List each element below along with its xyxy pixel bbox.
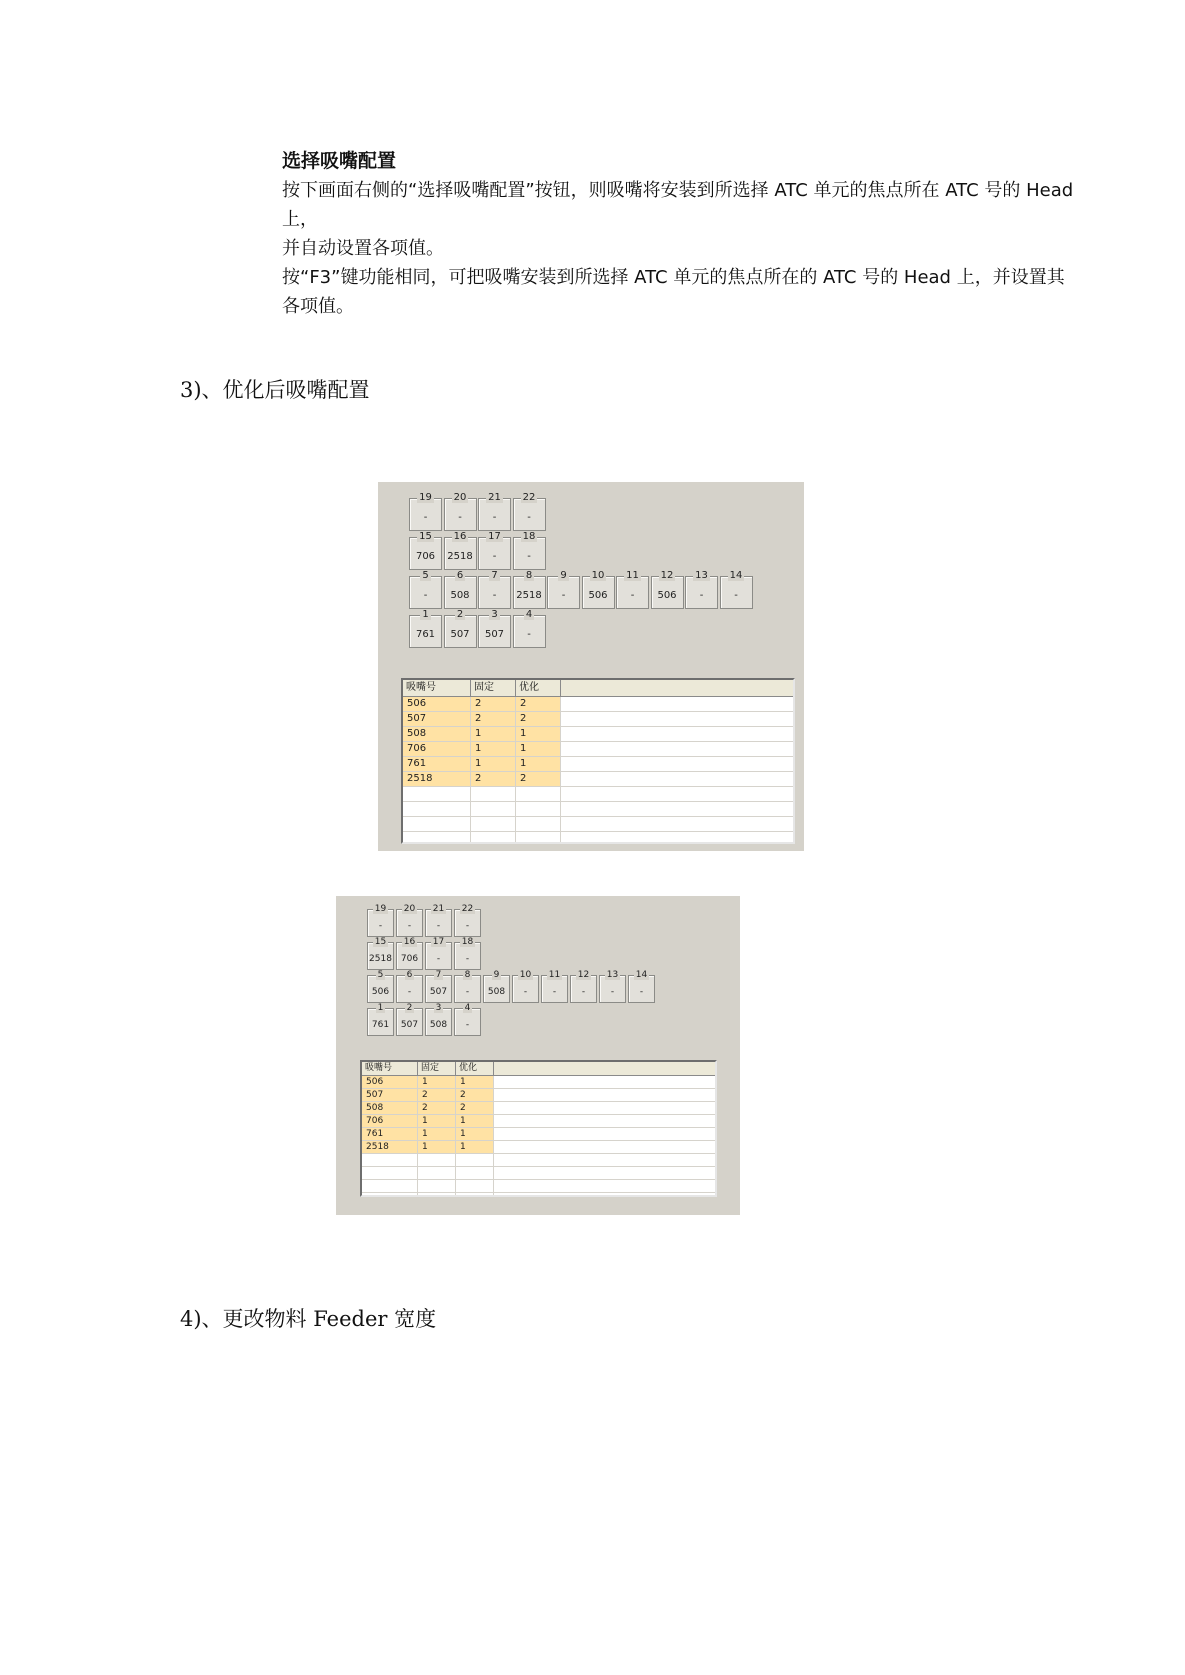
table-cell xyxy=(561,742,791,756)
atc-slot-6[interactable] xyxy=(444,570,477,609)
table-cell xyxy=(494,1141,714,1153)
atc-slot-number: 4 xyxy=(464,1003,471,1013)
section-4-title: 4)、更改物料 Feeder 宽度 xyxy=(180,1307,437,1331)
atc-slot-number: 17 xyxy=(488,531,501,542)
atc-slot-nozzle: 508 xyxy=(450,590,470,601)
atc-slot-number: 7 xyxy=(435,970,442,980)
table-cell xyxy=(494,1128,714,1140)
table-row[interactable] xyxy=(362,1154,715,1167)
table-cell xyxy=(362,1180,418,1192)
atc-slot-5[interactable] xyxy=(367,970,394,1003)
table-cell: 1 xyxy=(418,1141,456,1153)
atc-slot-nozzle: 508 xyxy=(487,987,506,997)
atc-slot-number: 16 xyxy=(403,937,416,947)
nozzle-table-header xyxy=(403,680,793,697)
atc-slot-14[interactable] xyxy=(720,570,753,609)
atc-slot-nozzle: - xyxy=(581,987,586,997)
atc-slot-number: 19 xyxy=(419,492,432,503)
atc-slot-nozzle: 506 xyxy=(588,590,608,601)
table-cell xyxy=(362,1167,418,1179)
atc-slot-number: 2 xyxy=(456,609,464,620)
atc-slot-nozzle: - xyxy=(699,590,704,601)
atc-slot-21[interactable] xyxy=(425,904,452,937)
atc-slot-3[interactable] xyxy=(478,609,511,648)
atc-slot-9[interactable] xyxy=(483,970,510,1003)
table-cell: 507 xyxy=(362,1089,418,1101)
table-cell: 2518 xyxy=(403,772,471,786)
atc-slot-nozzle: 508 xyxy=(429,1020,448,1030)
atc-slot-nozzle: - xyxy=(523,987,528,997)
atc-slot-number: 2 xyxy=(406,1003,413,1013)
table-row[interactable] xyxy=(403,757,793,772)
table-row[interactable] xyxy=(403,712,793,727)
table-cell: 2 xyxy=(516,697,561,711)
atc-slot-5[interactable] xyxy=(409,570,442,609)
table-cell xyxy=(561,757,791,771)
atc-slot-1[interactable] xyxy=(367,1003,394,1036)
intro-line-1: 按下画面右侧的“选择吸嘴配置”按钮，则吸嘴将安装到所选择 ATC 单元的焦点所在 ATC 号的 Head 上， xyxy=(282,180,1074,230)
table-cell xyxy=(403,787,471,801)
atc-slot-16[interactable] xyxy=(396,937,423,970)
table-row[interactable] xyxy=(362,1102,715,1115)
atc-slot-nozzle: - xyxy=(561,590,566,601)
atc-slot-number: 3 xyxy=(491,609,498,620)
atc-slot-2[interactable] xyxy=(396,1003,423,1036)
atc-slot-19[interactable] xyxy=(409,492,442,531)
table-cell xyxy=(561,772,791,786)
table-cell xyxy=(418,1193,456,1197)
column-header[interactable]: 优化 xyxy=(516,680,561,696)
atc-slot-number: 18 xyxy=(461,937,474,947)
atc-slot-number: 22 xyxy=(461,904,474,914)
table-cell: 706 xyxy=(362,1115,418,1127)
atc-slot-nozzle: - xyxy=(552,987,557,997)
atc-slot-nozzle: 706 xyxy=(400,954,419,964)
table-cell: 1 xyxy=(418,1076,456,1088)
table-cell: 1 xyxy=(456,1141,494,1153)
atc-slot-number: 14 xyxy=(635,970,648,980)
table-cell: 1 xyxy=(516,757,561,771)
nozzle-table xyxy=(360,1060,717,1197)
atc-slot-nozzle: - xyxy=(378,921,383,931)
intro-heading: 选择吸嘴配置 xyxy=(282,150,397,172)
atc-slot-15[interactable] xyxy=(367,937,394,970)
column-header[interactable] xyxy=(494,1062,714,1075)
atc-slot-20[interactable] xyxy=(444,492,477,531)
atc-slot-number: 11 xyxy=(548,970,561,980)
table-cell xyxy=(471,787,516,801)
table-cell: 761 xyxy=(403,757,471,771)
atc-slot-nozzle: - xyxy=(436,954,441,964)
table-cell: 2 xyxy=(471,712,516,726)
table-cell xyxy=(561,697,791,711)
table-cell: 1 xyxy=(418,1115,456,1127)
table-cell xyxy=(494,1089,714,1101)
table-row[interactable] xyxy=(362,1089,715,1102)
atc-slot-number: 16 xyxy=(453,531,467,542)
table-cell: 508 xyxy=(362,1102,418,1114)
table-cell xyxy=(471,802,516,816)
atc-slot-4[interactable] xyxy=(513,609,546,648)
column-header[interactable]: 吸嘴号 xyxy=(403,680,471,696)
table-cell xyxy=(561,727,791,741)
table-cell xyxy=(456,1154,494,1166)
atc-slot-nozzle: - xyxy=(423,512,428,523)
table-cell: 1 xyxy=(516,742,561,756)
atc-slot-4[interactable] xyxy=(454,1003,481,1036)
atc-slot-12[interactable] xyxy=(651,570,684,609)
atc-slot-number: 8 xyxy=(525,570,533,581)
table-cell xyxy=(362,1193,418,1197)
table-cell: 506 xyxy=(362,1076,418,1088)
atc-slot-20[interactable] xyxy=(396,904,423,937)
table-cell xyxy=(494,1076,714,1088)
atc-slot-number: 5 xyxy=(377,970,384,980)
atc-slot-number: 21 xyxy=(488,492,501,503)
table-cell xyxy=(471,832,516,844)
table-cell xyxy=(494,1102,714,1114)
atc-slot-16[interactable] xyxy=(444,531,477,570)
atc-slot-10[interactable] xyxy=(582,570,615,609)
table-cell: 2 xyxy=(456,1102,494,1114)
atc-slot-number: 9 xyxy=(560,570,567,581)
table-row[interactable] xyxy=(403,742,793,757)
table-row[interactable] xyxy=(362,1167,715,1180)
atc-slot-nozzle: 507 xyxy=(429,987,448,997)
atc-slot-12[interactable] xyxy=(570,970,597,1003)
column-header[interactable]: 固定 xyxy=(418,1062,456,1075)
table-cell: 2 xyxy=(516,712,561,726)
atc-slot-nozzle: - xyxy=(734,590,738,601)
atc-slot-8[interactable] xyxy=(454,970,481,1003)
atc-slot-nozzle: 706 xyxy=(415,551,436,562)
atc-slot-nozzle: - xyxy=(492,590,497,601)
atc-slot-nozzle: - xyxy=(458,512,462,523)
table-row[interactable] xyxy=(403,817,793,832)
nozzle-table xyxy=(401,678,795,844)
atc-slot-nozzle: - xyxy=(436,921,441,931)
table-cell xyxy=(362,1154,418,1166)
table-cell xyxy=(418,1154,456,1166)
atc-slot-number: 6 xyxy=(406,970,413,980)
atc-slot-6[interactable] xyxy=(396,970,423,1003)
table-cell: 2 xyxy=(471,772,516,786)
atc-slot-nozzle: - xyxy=(639,987,644,997)
table-cell xyxy=(516,802,561,816)
table-row[interactable] xyxy=(362,1115,715,1128)
atc-slot-18[interactable] xyxy=(513,531,546,570)
atc-slot-17[interactable] xyxy=(425,937,452,970)
nozzle-table-header xyxy=(362,1062,715,1076)
atc-slot-18[interactable] xyxy=(454,937,481,970)
table-cell xyxy=(561,712,791,726)
table-cell xyxy=(494,1115,714,1127)
table-cell: 1 xyxy=(456,1115,494,1127)
table-cell xyxy=(494,1154,714,1166)
table-cell xyxy=(403,832,471,844)
atc-slot-3[interactable] xyxy=(425,1003,452,1036)
table-cell xyxy=(471,817,516,831)
atc-slot-7[interactable] xyxy=(425,970,452,1003)
table-cell xyxy=(516,832,561,844)
atc-slot-number: 19 xyxy=(374,904,387,914)
table-cell: 2 xyxy=(418,1089,456,1101)
atc-slot-2[interactable] xyxy=(444,609,477,648)
atc-slot-nozzle: - xyxy=(527,551,531,562)
atc-slot-number: 6 xyxy=(456,570,464,581)
table-cell: 2518 xyxy=(362,1141,418,1153)
atc-slot-nozzle: - xyxy=(465,921,470,931)
table-cell: 1 xyxy=(456,1076,494,1088)
atc-slot-1[interactable] xyxy=(409,609,442,648)
nozzle-config-screenshot-1 xyxy=(378,482,804,851)
table-row[interactable] xyxy=(403,727,793,742)
table-cell xyxy=(494,1180,714,1192)
atc-slot-nozzle: - xyxy=(465,1020,470,1030)
atc-slot-number: 21 xyxy=(432,904,445,914)
column-header[interactable] xyxy=(561,680,791,696)
atc-slot-number: 13 xyxy=(695,570,708,581)
atc-slot-14[interactable] xyxy=(628,970,655,1003)
table-cell xyxy=(456,1167,494,1179)
table-cell: 1 xyxy=(471,727,516,741)
column-header[interactable]: 吸嘴号 xyxy=(362,1062,418,1075)
column-header[interactable]: 优化 xyxy=(456,1062,494,1075)
table-cell xyxy=(418,1180,456,1192)
atc-slot-number: 3 xyxy=(435,1003,442,1013)
table-cell: 1 xyxy=(471,742,516,756)
atc-slot-number: 12 xyxy=(577,970,590,980)
table-cell xyxy=(561,832,791,844)
atc-slot-nozzle: - xyxy=(407,987,412,997)
atc-slot-nozzle: - xyxy=(492,551,497,562)
atc-slot-21[interactable] xyxy=(478,492,511,531)
atc-slot-nozzle: - xyxy=(465,987,470,997)
table-row[interactable] xyxy=(362,1128,715,1141)
table-cell xyxy=(403,802,471,816)
table-row[interactable] xyxy=(362,1076,715,1089)
table-row[interactable] xyxy=(403,697,793,712)
atc-slot-7[interactable] xyxy=(478,570,511,609)
atc-slot-nozzle: 507 xyxy=(484,629,505,640)
atc-slot-number: 5 xyxy=(422,570,429,581)
table-cell: 2 xyxy=(418,1102,456,1114)
table-cell: 706 xyxy=(403,742,471,756)
atc-slot-number: 10 xyxy=(519,970,532,980)
atc-slot-number: 1 xyxy=(377,1003,384,1013)
table-cell: 506 xyxy=(403,697,471,711)
atc-slot-15[interactable] xyxy=(409,531,442,570)
atc-slot-number: 17 xyxy=(432,937,445,947)
atc-slot-nozzle: 507 xyxy=(400,1020,419,1030)
atc-slot-nozzle: 507 xyxy=(450,629,470,640)
atc-slot-number: 15 xyxy=(419,531,432,542)
table-cell xyxy=(561,817,791,831)
atc-slot-number: 9 xyxy=(493,970,500,980)
atc-slot-nozzle: 506 xyxy=(657,590,677,601)
atc-slot-nozzle: 2518 xyxy=(516,590,542,601)
table-cell xyxy=(516,817,561,831)
atc-slot-13[interactable] xyxy=(599,970,626,1003)
atc-slot-number: 12 xyxy=(660,570,674,581)
atc-slot-nozzle: 761 xyxy=(371,1020,390,1030)
atc-slot-number: 7 xyxy=(491,570,498,581)
atc-slot-11[interactable] xyxy=(616,570,649,609)
atc-slot-number: 22 xyxy=(522,492,536,503)
table-row[interactable] xyxy=(362,1180,715,1193)
table-cell: 2 xyxy=(456,1089,494,1101)
atc-slot-10[interactable] xyxy=(512,970,539,1003)
atc-slot-number: 1 xyxy=(422,609,429,620)
atc-slot-9[interactable] xyxy=(547,570,580,609)
table-cell: 2 xyxy=(516,772,561,786)
atc-slot-number: 14 xyxy=(729,570,743,581)
atc-slot-number: 11 xyxy=(626,570,639,581)
table-cell: 508 xyxy=(403,727,471,741)
table-cell xyxy=(418,1167,456,1179)
table-row[interactable] xyxy=(362,1141,715,1154)
atc-slot-nozzle: - xyxy=(630,590,635,601)
intro-line-2: 并自动设置各项值。 xyxy=(282,238,444,259)
table-cell xyxy=(403,817,471,831)
table-cell xyxy=(561,802,791,816)
table-cell xyxy=(494,1193,714,1197)
atc-slot-11[interactable] xyxy=(541,970,568,1003)
table-row[interactable] xyxy=(362,1193,715,1197)
atc-slot-nozzle: - xyxy=(423,590,428,601)
table-cell: 1 xyxy=(471,757,516,771)
nozzle-config-screenshot-2 xyxy=(336,896,740,1215)
atc-slot-8[interactable] xyxy=(513,570,546,609)
table-cell: 507 xyxy=(403,712,471,726)
section-3-title: 3)、优化后吸嘴配置 xyxy=(180,378,370,402)
atc-slot-nozzle: 2518 xyxy=(369,954,392,964)
atc-slot-nozzle: - xyxy=(465,954,470,964)
atc-slot-number: 4 xyxy=(525,609,533,620)
table-cell xyxy=(561,787,791,801)
table-cell xyxy=(494,1167,714,1179)
atc-slot-number: 10 xyxy=(591,570,605,581)
table-row[interactable] xyxy=(403,772,793,787)
table-cell: 1 xyxy=(418,1128,456,1140)
atc-slot-nozzle: 506 xyxy=(371,987,390,997)
column-header[interactable]: 固定 xyxy=(471,680,516,696)
table-cell: 761 xyxy=(362,1128,418,1140)
table-cell xyxy=(456,1180,494,1192)
table-row[interactable] xyxy=(403,832,793,844)
table-cell: 1 xyxy=(456,1128,494,1140)
atc-slot-19[interactable] xyxy=(367,904,394,937)
atc-slot-number: 20 xyxy=(403,904,416,914)
atc-slot-22[interactable] xyxy=(454,904,481,937)
atc-slot-nozzle: - xyxy=(492,512,497,523)
atc-slot-nozzle: - xyxy=(407,921,412,931)
atc-slot-13[interactable] xyxy=(685,570,718,609)
table-cell xyxy=(516,787,561,801)
table-cell xyxy=(456,1193,494,1197)
table-cell: 1 xyxy=(516,727,561,741)
table-row[interactable] xyxy=(403,787,793,802)
atc-slot-22[interactable] xyxy=(513,492,546,531)
intro-line-3: 按“F3”键功能相同，可把吸嘴安装到所选择 ATC 单元的焦点所在的 ATC 号的 Head 上，并设置其各项值。 xyxy=(282,267,1065,317)
atc-slot-number: 20 xyxy=(453,492,467,503)
atc-slot-number: 13 xyxy=(606,970,619,980)
atc-slot-nozzle: - xyxy=(527,629,531,640)
atc-slot-number: 18 xyxy=(522,531,536,542)
atc-slot-17[interactable] xyxy=(478,531,511,570)
table-cell: 2 xyxy=(471,697,516,711)
atc-slot-number: 8 xyxy=(464,970,471,980)
atc-slot-nozzle: 761 xyxy=(415,629,436,640)
table-row[interactable] xyxy=(403,802,793,817)
atc-slot-number: 15 xyxy=(374,937,387,947)
intro-block xyxy=(282,148,1082,321)
atc-slot-nozzle: - xyxy=(527,512,531,523)
atc-slot-nozzle: 2518 xyxy=(447,551,473,562)
atc-slot-nozzle: - xyxy=(610,987,615,997)
